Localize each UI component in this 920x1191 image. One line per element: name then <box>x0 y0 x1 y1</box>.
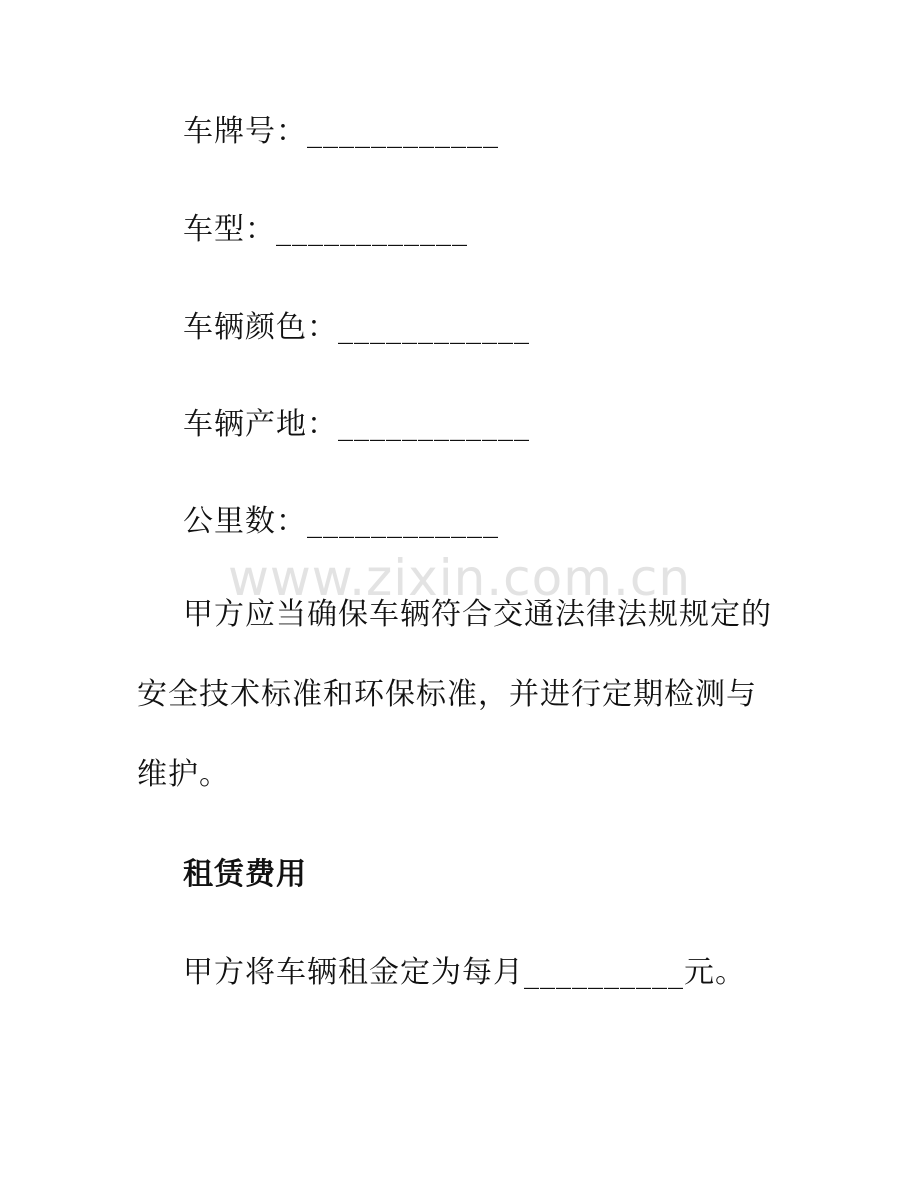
mileage-field: 公里数：____________ <box>183 504 499 539</box>
vehicle-color-field: 车辆颜色：____________ <box>183 310 530 345</box>
paragraph-line-1: 甲方应当确保车辆符合交通法律法规规定的 <box>183 597 772 632</box>
watermark: www.zixin.com.cn <box>228 549 692 607</box>
rent-amount-text: 甲方将车辆租金定为每月__________元。 <box>183 955 746 990</box>
paragraph-line-2: 安全技术标准和环保标准，并进行定期检测与 <box>137 677 757 712</box>
license-plate-field: 车牌号：____________ <box>183 114 499 149</box>
vehicle-model-field: 车型：____________ <box>183 212 468 247</box>
section-heading: 租赁费用 <box>183 857 307 892</box>
paragraph-line-3: 维护。 <box>137 757 230 792</box>
vehicle-origin-field: 车辆产地：____________ <box>183 407 530 442</box>
